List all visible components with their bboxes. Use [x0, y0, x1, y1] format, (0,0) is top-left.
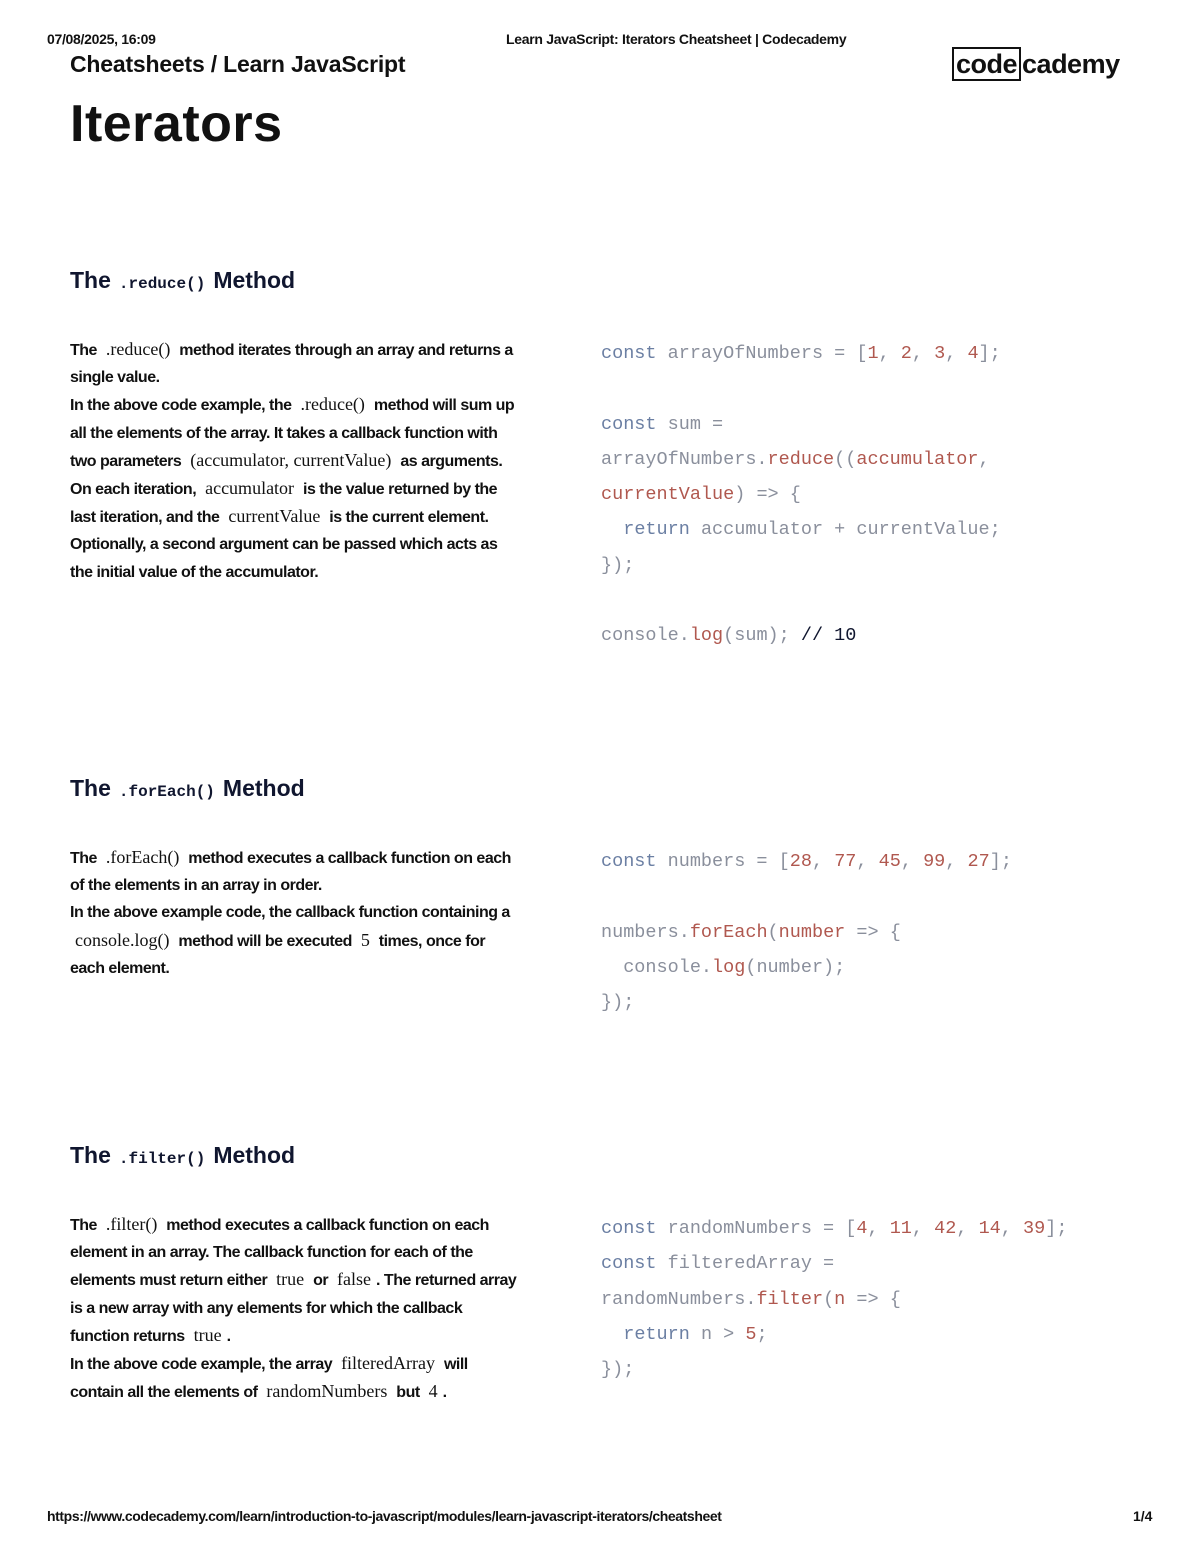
- code-token: ) => {: [734, 484, 801, 506]
- code-token: filter: [756, 1288, 824, 1310]
- code-line: [601, 442, 1001, 477]
- code-token: randomNumbers = [: [656, 1218, 857, 1239]
- code-token: ];: [989, 851, 1012, 872]
- text-run: . The returned array is a new array with any elements for which the callback function returns: [70, 1272, 517, 1345]
- code-token: 99: [923, 851, 946, 872]
- breadcrumb[interactable]: Cheatsheets / Learn JavaScript: [70, 51, 406, 77]
- heading-suffix: Method: [213, 1142, 296, 1168]
- description-paragraph: [70, 336, 520, 391]
- inline-code: currentValue: [228, 506, 321, 527]
- code-token: ,: [1000, 1218, 1023, 1239]
- code-token: 39: [1023, 1218, 1046, 1239]
- logo-boxed-text: code: [952, 47, 1021, 81]
- text-run: but: [392, 1384, 424, 1402]
- inline-code: filteredArray: [341, 1353, 436, 1374]
- text-run: The: [70, 342, 101, 359]
- inline-code: .reduce(): [105, 339, 171, 359]
- description-paragraph: [70, 1350, 520, 1406]
- code-token: ,: [911, 343, 935, 364]
- code-token: log: [689, 625, 724, 647]
- text-run: In the above code example, the: [70, 397, 296, 415]
- codecademy-logo[interactable]: [952, 47, 1120, 81]
- text-run: .: [442, 1384, 447, 1402]
- code-token: ;: [756, 1323, 768, 1345]
- inline-code: 4: [428, 1381, 438, 1402]
- code-token: arrayOfNumbers = [: [656, 343, 868, 364]
- text-run: .: [226, 1327, 231, 1345]
- code-line: [601, 336, 1001, 371]
- text-run: In the above example code, the callback function containing a: [70, 904, 510, 922]
- code-token: // 10: [800, 625, 857, 647]
- code-token: (sum);: [723, 625, 801, 647]
- text-run: times, once for each element.: [70, 932, 486, 977]
- code-token: });: [601, 554, 635, 576]
- code-token: ,: [978, 448, 990, 470]
- code-line: [601, 844, 1012, 879]
- code-token: 77: [834, 851, 857, 872]
- code-token: ,: [945, 343, 968, 364]
- section-heading: [70, 775, 305, 802]
- code-token: forEach: [689, 921, 768, 943]
- description-paragraph: [70, 1211, 520, 1350]
- text-run: is the value returned by the last iteration, and the: [70, 481, 498, 527]
- code-line: [601, 407, 1001, 442]
- code-line: [601, 985, 1012, 1020]
- code-token: 11: [889, 1218, 912, 1239]
- section-heading: [70, 1142, 295, 1169]
- code-token: n: [834, 1288, 846, 1310]
- code-token: => {: [845, 1288, 901, 1310]
- description-paragraph: [70, 391, 520, 585]
- heading-suffix: Method: [222, 775, 305, 801]
- text-run: is the current element. Optionally, a second argument can be passed which acts as the initial value of the accumulator.: [70, 509, 498, 581]
- code-line: [601, 1352, 1067, 1387]
- inline-code: true: [276, 1269, 305, 1290]
- code-line: [601, 618, 1001, 653]
- code-token: ,: [911, 1218, 935, 1239]
- code-token: ,: [867, 1218, 890, 1239]
- text-run: or: [309, 1272, 333, 1290]
- section-description: [70, 1211, 520, 1406]
- code-token: console.: [601, 625, 690, 647]
- code-token: (: [767, 921, 779, 943]
- text-run: as arguments. On each iteration,: [70, 452, 503, 499]
- text-run: method executes a callback function on each of the elements in an array in order.: [70, 850, 511, 895]
- text-run: method executes a callback function on each element in an array. The callback function for each of the elements must return either: [70, 1217, 489, 1290]
- code-token: console.: [601, 956, 713, 978]
- section-heading: [70, 267, 295, 294]
- inline-code: accumulator: [205, 478, 295, 499]
- code-token: ];: [1045, 1218, 1068, 1239]
- logo-rest-text: cademy: [1022, 49, 1120, 79]
- code-example: [601, 336, 1001, 654]
- heading-code: .reduce(): [118, 275, 206, 293]
- inline-code: 5: [360, 929, 370, 950]
- inline-code: .filter(): [105, 1214, 158, 1234]
- code-token: 1: [867, 343, 879, 364]
- code-token: ,: [856, 851, 879, 872]
- code-token: const: [601, 851, 657, 872]
- code-token: });: [601, 992, 635, 1014]
- code-line: [601, 1246, 1067, 1281]
- code-token: ((: [834, 448, 857, 470]
- code-token: [601, 519, 623, 540]
- code-token: (number);: [745, 956, 846, 978]
- text-run: In the above code example, the array: [70, 1356, 337, 1374]
- text-run: The: [70, 850, 101, 867]
- inline-code: (accumulator, currentValue): [190, 449, 392, 470]
- code-token: const: [601, 1253, 657, 1275]
- section-description: [70, 844, 520, 982]
- print-document-title: Learn JavaScript: Iterators Cheatsheet | Codecademy: [506, 31, 847, 47]
- code-token: ,: [811, 851, 835, 872]
- heading-prefix: The: [70, 1142, 111, 1168]
- code-token: 45: [878, 851, 901, 872]
- code-token: 5: [745, 1323, 757, 1345]
- text-run: will contain all the elements of: [70, 1356, 468, 1402]
- page-title: Iterators: [70, 95, 283, 153]
- code-token: });: [601, 1359, 635, 1381]
- code-line: [601, 879, 1012, 914]
- code-token: numbers = [: [656, 851, 790, 872]
- inline-code: .forEach(): [105, 847, 180, 867]
- code-token: => {: [845, 921, 901, 943]
- code-example: [601, 844, 1012, 1020]
- text-run: method iterates through an array and returns a single value.: [70, 342, 513, 387]
- code-token: arrayOfNumbers.: [601, 448, 768, 470]
- inline-code: randomNumbers: [266, 1381, 388, 1402]
- code-token: ,: [945, 851, 968, 872]
- text-run: method will be executed: [174, 932, 356, 950]
- code-line: [601, 1317, 1067, 1352]
- code-token: 28: [789, 851, 812, 872]
- code-token: number: [778, 921, 846, 943]
- code-token: sum =: [656, 413, 724, 435]
- text-run: method will sum up all the elements of the array. It takes a callback function with two parameters: [70, 397, 515, 470]
- heading-code: .filter(): [118, 1150, 206, 1168]
- code-line: [601, 1211, 1067, 1246]
- inline-code: true: [193, 1324, 222, 1345]
- code-line: [601, 548, 1001, 583]
- code-line: [601, 371, 1001, 406]
- code-token: ,: [878, 343, 901, 364]
- code-token: n >: [689, 1323, 746, 1345]
- code-token: ,: [956, 1218, 979, 1239]
- code-line: [601, 583, 1001, 618]
- code-token: log: [712, 956, 746, 978]
- code-token: [601, 1324, 623, 1345]
- inline-code: console.log(): [75, 929, 170, 950]
- inline-code: false: [337, 1269, 372, 1290]
- code-token: accumulator: [856, 448, 979, 470]
- code-token: 27: [967, 851, 990, 872]
- print-datetime: 07/08/2025, 16:09: [47, 31, 156, 47]
- code-token: accumulator + currentValue;: [689, 519, 1001, 541]
- code-line: [601, 512, 1001, 547]
- code-example: [601, 1211, 1067, 1387]
- code-token: return: [623, 1323, 690, 1345]
- code-token: 14: [978, 1218, 1001, 1239]
- code-token: (: [823, 1288, 835, 1310]
- heading-suffix: Method: [213, 267, 296, 293]
- description-paragraph: [70, 844, 520, 899]
- heading-prefix: The: [70, 267, 111, 293]
- code-token: const: [601, 413, 657, 435]
- code-token: numbers.: [601, 921, 690, 943]
- code-token: const: [601, 343, 657, 364]
- code-line: [601, 1282, 1067, 1317]
- code-token: 2: [900, 343, 912, 364]
- code-token: 4: [856, 1218, 868, 1239]
- section-description: [70, 336, 520, 586]
- text-run: The: [70, 1217, 101, 1234]
- code-token: return: [623, 519, 690, 541]
- code-token: filteredArray =: [656, 1253, 835, 1275]
- code-token: randomNumbers.: [601, 1288, 757, 1310]
- code-token: 4: [967, 343, 979, 364]
- code-token: currentValue: [601, 484, 735, 506]
- code-line: [601, 915, 1012, 950]
- code-token: 3: [934, 343, 946, 364]
- print-page-number: 1/4: [1133, 1508, 1153, 1524]
- description-paragraph: [70, 899, 520, 982]
- inline-code: .reduce(): [300, 394, 365, 415]
- code-line: [601, 477, 1001, 512]
- code-token: ,: [900, 851, 924, 872]
- code-token: 42: [934, 1218, 957, 1239]
- code-token: ];: [978, 343, 1001, 364]
- heading-prefix: The: [70, 775, 111, 801]
- heading-code: .forEach(): [118, 783, 215, 801]
- code-token: const: [601, 1218, 657, 1239]
- code-line: [601, 950, 1012, 985]
- print-footer-url: https://www.codecademy.com/learn/introduction-to-javascript/modules/learn-javascript-iterators/cheatsheet: [47, 1508, 722, 1524]
- code-token: reduce: [767, 448, 835, 470]
